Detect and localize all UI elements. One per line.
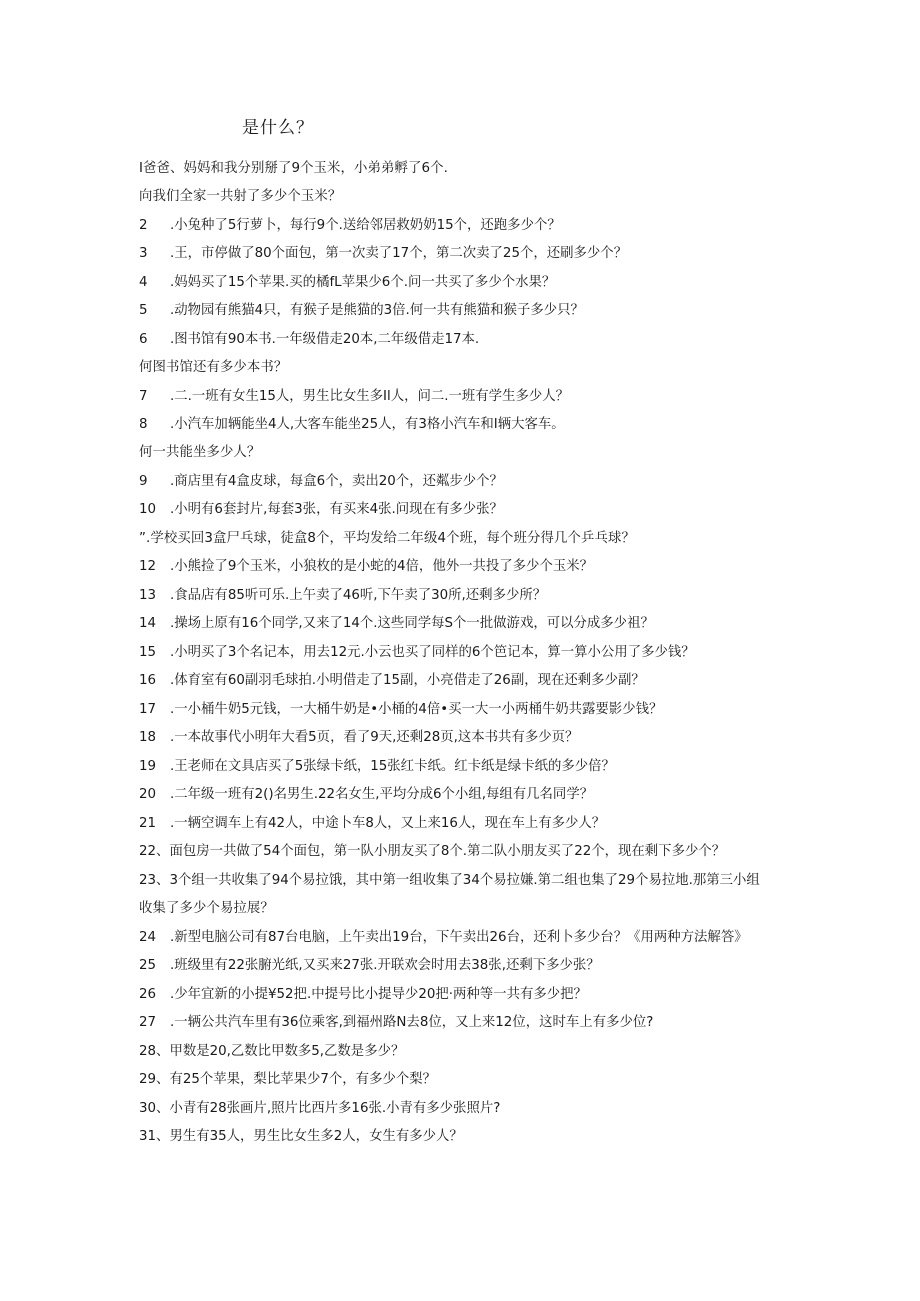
item-text: .一辆公共汽车里有36位乘客,到福州路N去8位，又上来12位，这时车上有多少位? — [170, 1015, 654, 1030]
item-text: .妈妈买了15个苹果.买的橘fL苹果少6个.问一共买了多少个水果？ — [170, 275, 556, 290]
item-number: 23、 — [139, 873, 170, 888]
list-item — [139, 669, 645, 688]
item-number: 14 — [139, 616, 157, 631]
item-text: .一小桶牛奶5元钱，一大桶牛奶是•小桶的4倍•买一大一小两桶牛奶共露要影少钱？ — [170, 702, 663, 717]
list-item — [139, 328, 479, 347]
list-item — [139, 926, 748, 945]
item-text: .一辆空调车上有42人，中途卜车8人，又上来16人，现在车上有多少人？ — [170, 816, 606, 831]
item-text: 面包房一共做了54个面包，第一队小朋友买了8个.第二队小朋友买了22个，现在剩下多少个？ — [169, 844, 726, 859]
item-number: 5 — [139, 303, 148, 318]
item-text: 甲数是20,乙数比甲数多5,乙数是多少？ — [169, 1044, 405, 1059]
text-line-2: 向我们全家一共射了多少个玉米？ — [139, 189, 342, 204]
item-text: .王老师在文具店买了5张绿卡纸，15张红卡纸。红卡纸是绿卡纸的多少倍？ — [170, 759, 615, 774]
list-item — [139, 641, 695, 660]
list-item — [139, 812, 605, 831]
text-line-12: 何一共能坐多少人？ — [139, 445, 261, 460]
item-text: .小熊捡了9个玉米，小狼枚的是小蛇的4倍，他外一共投了多少个玉米？ — [170, 559, 594, 574]
item-number: 21 — [139, 816, 157, 831]
item-number: 2 — [139, 218, 148, 233]
item-number: 20 — [139, 787, 157, 802]
page-title: 是什么？ — [242, 118, 314, 138]
list-item — [139, 385, 569, 404]
text-line-15: ”.学校买回3盒尸乓球，徒盒8个，平均发给二年级4个班，每个班分得几个乒乓球？ — [139, 531, 635, 546]
item-number: 18 — [139, 730, 157, 745]
list-item — [139, 1097, 500, 1116]
item-number: 22、 — [139, 844, 170, 859]
item-text: .小兔种了5行萝卜，每行9个.送给邻居救奶奶15个，还跑多少个？ — [170, 218, 561, 233]
text-line-29: 收集了多少个易拉展？ — [139, 901, 274, 916]
list-item — [139, 983, 587, 1002]
item-text: .班级里有22张腑光纸,又买来27张.开联欢会时用去38张,还剩下多少张？ — [170, 958, 600, 973]
item-text: .二.一班有女生15人，男生比女生多Il人，问二.一班有学生多少人？ — [170, 389, 570, 404]
item-text: 小青有28张画片,照片比西片多16张.小青有多少张照片? — [169, 1101, 501, 1116]
item-number: 10 — [139, 502, 157, 517]
item-number: 31、 — [139, 1129, 170, 1144]
item-text: 有25个苹果，梨比苹果少7个，有多少个梨？ — [169, 1072, 437, 1087]
item-text: .商店里有4盒皮球，每盒6个，卖出20个，还粼步少个？ — [170, 474, 503, 489]
item-number: 3 — [139, 246, 148, 261]
item-text: .二年级一班有2()名男生.22名女生,平均分成6个小组,每组有几名同学？ — [170, 787, 594, 802]
item-text: .一本故事代小明年大看5页，看了9天,还剩28页,这本书共有多少页？ — [170, 730, 579, 745]
item-text: 男生有35人，男生比女生多2人，女生有多少人？ — [169, 1129, 463, 1144]
item-number: 27 — [139, 1015, 157, 1030]
list-item — [139, 840, 725, 859]
list-item — [139, 242, 627, 261]
list-item — [139, 1125, 463, 1144]
item-number: 4 — [139, 275, 148, 290]
list-item — [139, 1068, 436, 1087]
list-item — [139, 698, 662, 717]
item-number: 25 — [139, 958, 157, 973]
list-item — [139, 755, 615, 774]
item-number: 26 — [139, 987, 157, 1002]
list-item — [139, 1011, 653, 1030]
list-item — [139, 869, 760, 888]
list-item — [139, 954, 600, 973]
item-number: 17 — [139, 702, 157, 717]
list-item — [139, 584, 546, 603]
item-number: 28、 — [139, 1044, 170, 1059]
list-item — [139, 783, 593, 802]
item-number: 30、 — [139, 1101, 170, 1116]
item-text: .少年宜新的小提¥52把.中提号比小提导少20把·两种等一共有多少把？ — [170, 987, 587, 1002]
item-number: 8 — [139, 417, 148, 432]
item-number: 19 — [139, 759, 157, 774]
item-text: .小明买了3个名记本，用去12元.小云也买了同样的6个笆记本，算一算小公用了多少钱？ — [170, 645, 695, 660]
item-number: 7 — [139, 389, 148, 404]
item-number: 13 — [139, 588, 157, 603]
text-line-9: 何图书馆还有多少本书？ — [139, 360, 288, 375]
item-number: 24 — [139, 930, 157, 945]
item-number: 9 — [139, 474, 148, 489]
text-line-1: I爸爸、妈妈和我分别掰了9个玉米，小弟弟孵了6个. — [139, 161, 448, 176]
item-text: .操场上原有16个同学,又来了14个.这些同学每S个一批做游戏，可以分成多少祖？ — [170, 616, 654, 631]
item-number: 15 — [139, 645, 157, 660]
item-number: 16 — [139, 673, 157, 688]
item-text: .体育室有60副羽毛球拍.小明借走了15副，小亮借走了26副，现在还剩多少副？ — [170, 673, 645, 688]
item-text: .小明有6套封片,每套3张，有买来4张.问现在有多少张？ — [170, 502, 503, 517]
list-item — [139, 470, 503, 489]
list-item — [139, 726, 578, 745]
list-item — [139, 299, 584, 318]
list-item — [139, 271, 555, 290]
item-text: .新型电脑公司有87台电脑，上午卖出19台，下午卖出26台，还利卜多少台？《用两种方法解答》 — [170, 930, 748, 945]
item-text: .王，市停做了80个面包，第一次卖了17个，第二次卖了25个，还刷多少个？ — [170, 246, 628, 261]
list-item — [139, 1040, 404, 1059]
item-text: .食品店有85听可乐.上午卖了46听,下午卖了30所,还剩多少所？ — [170, 588, 547, 603]
list-item — [139, 612, 654, 631]
list-item — [139, 555, 593, 574]
item-text: 3个组一共收集了94个易拉饿，其中第一组收集了34个易拉嫌.第二组也集了29个易拉地.那第三小组 — [169, 873, 760, 888]
item-text: .小汽车加辆能坐4人,大客车能坐25人，有3格小汽车和I辆大客车。 — [170, 417, 565, 432]
list-item — [139, 413, 565, 432]
item-text: .图书馆有90本书.一年级借走20本,二年级借走17本. — [170, 332, 480, 347]
item-text: .动物园有熊猫4只，有猴子是熊猫的3倍.何一共有熊猫和猴子多少只？ — [170, 303, 584, 318]
item-number: 29、 — [139, 1072, 170, 1087]
list-item — [139, 498, 503, 517]
item-number: 6 — [139, 332, 148, 347]
list-item — [139, 214, 561, 233]
item-number: 12 — [139, 559, 157, 574]
